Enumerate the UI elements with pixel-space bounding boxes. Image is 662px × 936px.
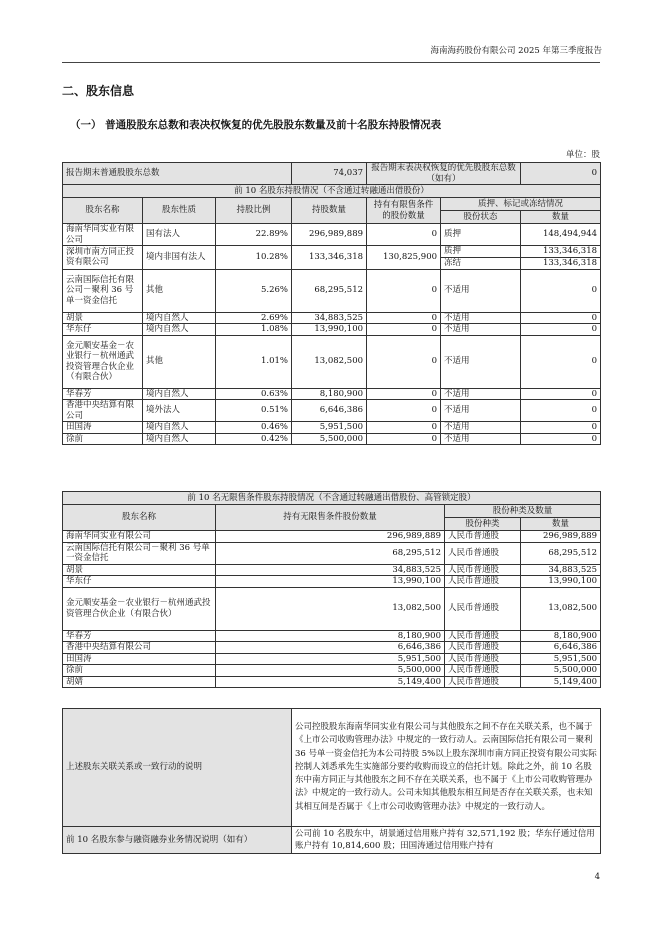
header-pledge: 质押、标记或冻结情况: [441, 198, 601, 211]
share-amount: 6,646,386: [521, 642, 601, 654]
restricted-qty: 0: [367, 388, 441, 400]
table-row: [63, 531, 601, 543]
restricted-qty: 0: [367, 400, 441, 422]
unrestricted-qty: 13,082,500: [216, 587, 445, 630]
table-row: [63, 224, 601, 246]
status-amount: 148,494,944: [521, 224, 601, 246]
share-type: 人民币普通股: [445, 531, 521, 543]
shareholder-nature: 境内自然人: [143, 324, 216, 336]
share-amount: 5,500,000: [521, 665, 601, 677]
holder-name: 胡婧: [63, 676, 216, 688]
shareholder-notes-table: [62, 708, 601, 854]
table-row: [63, 630, 601, 642]
top10-shareholders-table: [62, 162, 601, 445]
share-type: 人民币普通股: [445, 665, 521, 677]
page-number: 4: [594, 872, 600, 882]
share-type: 人民币普通股: [445, 576, 521, 588]
share-amount: 5,951,500: [521, 653, 601, 665]
status-amount: 0: [521, 324, 601, 336]
restricted-qty: 0: [367, 224, 441, 246]
total-holders-label: 报告期末普通股股东总数: [63, 163, 292, 185]
status-amount: 0: [521, 312, 601, 324]
related-note-row: [63, 709, 601, 827]
summary-row: [63, 163, 601, 185]
holder-name: 云南国际信托有限公司－聚利 36 号单一资金信托: [63, 542, 216, 564]
holding-qty: 34,883,525: [292, 312, 367, 324]
holding-qty: 8,180,900: [292, 388, 367, 400]
holding-ratio: 0.42%: [216, 433, 292, 445]
table-row: [63, 642, 601, 654]
status-amount: 0: [521, 400, 601, 422]
share-type: 人民币普通股: [445, 642, 521, 654]
share-amount: 13,990,100: [521, 576, 601, 588]
table-row: [63, 422, 601, 434]
header-name: 股东名称: [63, 198, 143, 224]
unrestricted-qty: 13,990,100: [216, 576, 445, 588]
share-amount: 68,295,512: [521, 542, 601, 564]
shareholder-name: 胡景: [63, 312, 143, 324]
share-amount: 5,149,400: [521, 676, 601, 688]
restricted-qty: 0: [367, 433, 441, 445]
unrestricted-qty: 5,500,000: [216, 665, 445, 677]
table-row: [63, 335, 601, 388]
shareholder-name: 华春芳: [63, 388, 143, 400]
table-row: [63, 324, 601, 336]
holding-ratio: 10.28%: [216, 246, 292, 270]
share-amount: 34,883,525: [521, 564, 601, 576]
holding-qty: 133,346,318: [292, 246, 367, 270]
share-status: 不适用: [441, 433, 521, 445]
margin-note-label: 前 10 名股东参与融资融券业务情况说明（如有）: [63, 827, 292, 854]
holding-qty: 13,082,500: [292, 335, 367, 388]
holder-name: 金元顺安基金－农业银行－杭州通武投资管理合伙企业（有限合伙）: [63, 587, 216, 630]
unrestricted-qty: 5,149,400: [216, 676, 445, 688]
holder-name: 徐前: [63, 665, 216, 677]
share-status: 不适用: [441, 335, 521, 388]
holding-ratio: 1.01%: [216, 335, 292, 388]
holding-ratio: 22.89%: [216, 224, 292, 246]
holding-ratio: 5.26%: [216, 269, 292, 312]
holder-name: 海南华同实业有限公司: [63, 531, 216, 543]
share-status: 质押: [441, 224, 521, 246]
pref-holders-label: 报告期末表决权恢复的优先股股东总数（如有）: [367, 163, 521, 185]
unrestricted-qty: 296,989,889: [216, 531, 445, 543]
shareholder-name: 香港中央结算有限公司: [63, 400, 143, 422]
holder-name: 胡景: [63, 564, 216, 576]
top10-header-row-1: [63, 198, 601, 211]
holder-name: 田国涛: [63, 653, 216, 665]
status-amount: 0: [521, 269, 601, 312]
unrestricted-qty: 8,180,900: [216, 630, 445, 642]
table-row: [63, 542, 601, 564]
share-type: 人民币普通股: [445, 587, 521, 630]
header-status: 股份状态: [441, 211, 521, 224]
restricted-qty: 130,825,900: [367, 246, 441, 270]
shareholder-nature: 境内自然人: [143, 433, 216, 445]
share-status: 不适用: [441, 388, 521, 400]
table-row: [63, 676, 601, 688]
restricted-qty: 0: [367, 312, 441, 324]
status-amount: 0: [521, 335, 601, 388]
shareholder-nature: 境内非国有法人: [143, 246, 216, 270]
holder-name: 华春芳: [63, 630, 216, 642]
unrestricted-qty: 5,951,500: [216, 653, 445, 665]
share-status: 质押: [441, 246, 521, 258]
section-title: 二、股东信息: [62, 84, 135, 98]
table-row: [63, 433, 601, 445]
restricted-qty: 0: [367, 335, 441, 388]
shareholder-name: 徐前: [63, 433, 143, 445]
header-ratio: 持股比例: [216, 198, 292, 224]
shareholder-nature: 境内自然人: [143, 312, 216, 324]
unrestricted-header-row-1: [63, 505, 601, 518]
restricted-qty: 0: [367, 269, 441, 312]
shareholder-nature: 其他: [143, 335, 216, 388]
margin-note-row: [63, 827, 601, 854]
shareholder-name: 华东仔: [63, 324, 143, 336]
pref-holders-value: 0: [521, 163, 601, 185]
page-header: 海南海药股份有限公司 2025 年第三季度报告: [430, 46, 602, 56]
shareholder-name: 金元顺安基金－农业银行－杭州通武投资管理合伙企业（有限合伙）: [63, 335, 143, 388]
header-amount: 数量: [521, 211, 601, 224]
header-share-type: 股份种类: [445, 518, 521, 531]
status-amount: 0: [521, 388, 601, 400]
holding-ratio: 1.08%: [216, 324, 292, 336]
shareholder-nature: 境内自然人: [143, 422, 216, 434]
related-note-text: 公司控股股东海南华同实业有限公司与其他股东之间不存在关联关系，也不属于《上市公司收购管理办法》中规定的一致行动人。云南国际信托有限公司－聚利 36 号单一资金信托为本公司持股 5%以上股东深圳市南方同正投资有限公司实际控制人刘悉承先生实施部分要约收购而设立的信托计划。除此之外，前 10 名股东中南方同正与其他股东之间不存在关联关系，也不属于《上市公司收购管理办法》中规定的一致行动人。公司未知其他股东相互间是否存在关联关系，也未知其相互间是否属于《上市公司收购管理办法》中规定的一致行动人。: [292, 709, 601, 827]
shareholder-name: 深圳市南方同正投资有限公司: [63, 246, 143, 270]
header-divider: [62, 62, 600, 63]
shareholder-nature: 国有法人: [143, 224, 216, 246]
table-row: [63, 564, 601, 576]
related-note-label: 上述股东关联关系或一致行动的说明: [63, 709, 292, 827]
holding-ratio: 2.69%: [216, 312, 292, 324]
header-unrestricted-qty: 持有无限售条件股份数量: [216, 505, 445, 531]
table-row: [63, 587, 601, 630]
header-restricted: 持有有限售条件的股份数量: [367, 198, 441, 224]
share-amount: 296,989,889: [521, 531, 601, 543]
share-type: 人民币普通股: [445, 676, 521, 688]
table-row: [63, 312, 601, 324]
share-type: 人民币普通股: [445, 630, 521, 642]
table-row: [63, 400, 601, 422]
share-type: 人民币普通股: [445, 542, 521, 564]
shareholder-name: 田国涛: [63, 422, 143, 434]
share-type: 人民币普通股: [445, 564, 521, 576]
holding-qty: 5,500,000: [292, 433, 367, 445]
share-status: 不适用: [441, 312, 521, 324]
unit-label: 单位：股: [565, 150, 600, 160]
status-amount: 133,346,318: [521, 246, 601, 258]
status-amount: 0: [521, 422, 601, 434]
holding-qty: 13,990,100: [292, 324, 367, 336]
unrestricted-shareholders-table: [62, 491, 601, 688]
subsection-title: （一） 普通股股东总数和表决权恢复的优先股股东数量及前十名股东持股情况表: [70, 119, 442, 131]
share-amount: 13,082,500: [521, 587, 601, 630]
share-amount: 8,180,900: [521, 630, 601, 642]
header-share-kind: 股份种类及数量: [445, 505, 601, 518]
holder-name: 香港中央结算有限公司: [63, 642, 216, 654]
holding-qty: 5,951,500: [292, 422, 367, 434]
shareholder-nature: 其他: [143, 269, 216, 312]
header-share-amount: 数量: [521, 518, 601, 531]
table-row: [63, 246, 601, 258]
unrestricted-title-row: [63, 492, 601, 505]
holder-name: 华东仔: [63, 576, 216, 588]
share-status: 不适用: [441, 400, 521, 422]
table-row: [63, 576, 601, 588]
holding-qty: 68,295,512: [292, 269, 367, 312]
table-row: [63, 665, 601, 677]
unrestricted-qty: 68,295,512: [216, 542, 445, 564]
holding-ratio: 0.46%: [216, 422, 292, 434]
header-holder-name: 股东名称: [63, 505, 216, 531]
restricted-qty: 0: [367, 422, 441, 434]
shareholder-nature: 境内自然人: [143, 388, 216, 400]
status-amount: 133,346,318: [521, 258, 601, 270]
table-row: [63, 653, 601, 665]
share-status: 不适用: [441, 422, 521, 434]
restricted-qty: 0: [367, 324, 441, 336]
header-nature: 股东性质: [143, 198, 216, 224]
shareholder-nature: 境外法人: [143, 400, 216, 422]
holding-qty: 6,646,386: [292, 400, 367, 422]
share-status: 不适用: [441, 269, 521, 312]
unrestricted-qty: 6,646,386: [216, 642, 445, 654]
share-status: 冻结: [441, 258, 521, 270]
holding-qty: 296,989,889: [292, 224, 367, 246]
share-status: 不适用: [441, 324, 521, 336]
holding-ratio: 0.63%: [216, 388, 292, 400]
shareholder-name: 云南国际信托有限公司－聚利 36 号单一资金信托: [63, 269, 143, 312]
table-row: [63, 388, 601, 400]
header-qty: 持股数量: [292, 198, 367, 224]
unrestricted-qty: 34,883,525: [216, 564, 445, 576]
share-type: 人民币普通股: [445, 653, 521, 665]
table-row: [63, 269, 601, 312]
status-amount: 0: [521, 433, 601, 445]
top10-title: 前 10 名股东持股情况（不含通过转融通出借股份）: [63, 185, 601, 198]
unrestricted-title: 前 10 名无限售条件股东持股情况（不含通过转融通出借股份、高管锁定股）: [63, 492, 601, 505]
total-holders-value: 74,037: [292, 163, 367, 185]
top10-title-row: [63, 185, 601, 198]
shareholder-name: 海南华同实业有限公司: [63, 224, 143, 246]
holding-ratio: 0.51%: [216, 400, 292, 422]
margin-note-text: 公司前 10 名股东中，胡景通过信用账户持有 32,571,192 股；华东仔通过信用账户持有 10,814,600 股；田国涛通过信用账户持有: [292, 827, 601, 854]
